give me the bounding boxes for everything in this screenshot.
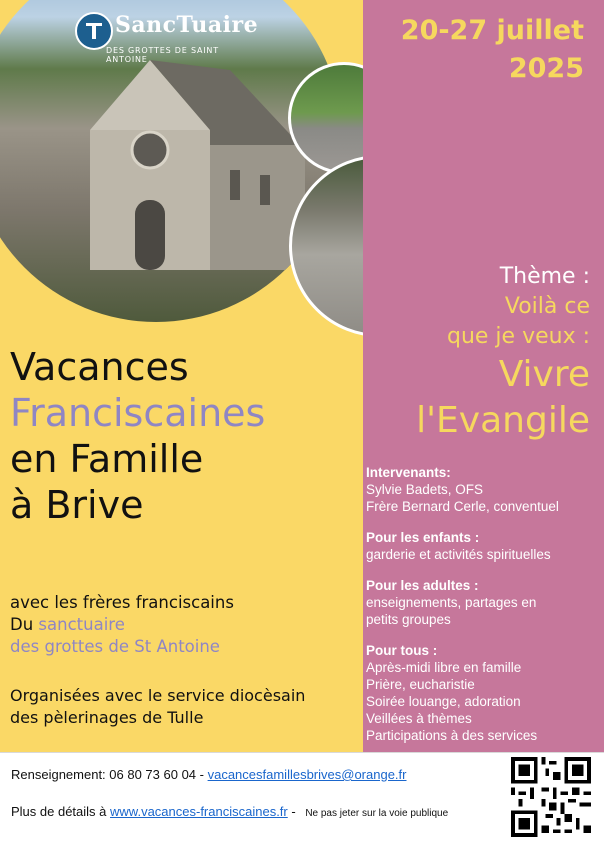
adults-heading: Pour les adultes : (366, 578, 479, 593)
organisers-text (10, 685, 305, 729)
logo-subtitle: DES GROTTES DE SAINT ANTOINE (106, 46, 219, 64)
sanctuary-logo (75, 8, 259, 64)
all-item: Soirée louange, adoration (366, 694, 521, 709)
details-label: Plus de détails à (11, 804, 111, 819)
event-dates (401, 12, 584, 88)
subtitle-line-3: des grottes de St Antoine (10, 637, 220, 656)
theme-big-1: Vivre (498, 354, 590, 395)
dates-line-2: 2025 (508, 53, 584, 84)
contact-line (11, 767, 407, 782)
theme-big-2: l'Evangile (416, 400, 590, 441)
speaker-item: Sylvie Badets, OFS (366, 482, 484, 497)
children-block (366, 529, 602, 563)
all-heading: Pour tous : (366, 643, 438, 658)
title-line-1: Vacances (10, 345, 189, 389)
tau-cross-icon (75, 12, 113, 50)
program-info (366, 464, 602, 758)
details-line (11, 804, 448, 819)
subtitle-prefix: Du (10, 615, 39, 634)
speaker-item: Frère Bernard Cerle, conventuel (366, 499, 559, 514)
title-line-3: en Famille (10, 437, 204, 481)
organisers-line-1: Organisées avec le service diocèsain (10, 686, 306, 705)
website-link[interactable]: www.vacances-franciscaines.fr (110, 804, 288, 819)
qr-code-icon[interactable] (511, 757, 591, 837)
all-item: Prière, eucharistie (366, 677, 475, 692)
adults-item: enseignements, partages en (366, 595, 537, 610)
dates-line-1: 20-27 juillet (400, 15, 584, 46)
adults-block (366, 577, 602, 628)
theme-quote-1: Voilà ce (504, 294, 590, 319)
all-block (366, 642, 602, 744)
subtitle-line-1: avec les frères franciscains (10, 593, 234, 612)
children-heading: Pour les enfants : (366, 530, 480, 545)
all-item: Veillées à thèmes (366, 711, 472, 726)
title-line-4: à Brive (10, 483, 144, 527)
speakers-heading: Intervenants: (366, 465, 451, 480)
subtitle-highlight: sanctuaire (38, 615, 125, 634)
logo-name: SancTuaire (115, 12, 259, 38)
all-item: Participations à des services (366, 728, 538, 743)
organisers-line-2: des pèlerinages de Tulle (10, 708, 204, 727)
email-link[interactable]: vacancesfamillesbrives@orange.fr (207, 767, 407, 782)
friars-subtitle (10, 592, 234, 658)
title-line-2: Franciscaines (10, 391, 266, 435)
subtitle-line-2 (10, 614, 234, 636)
theme-quote-2: que je veux : (447, 324, 590, 349)
all-item: Après-midi libre en famille (366, 660, 522, 675)
children-item: garderie et activités spirituelles (366, 547, 551, 562)
notice-text: Ne pas jeter sur la voie publique (305, 808, 449, 819)
main-title (10, 344, 265, 528)
adults-item: petits groupes (366, 612, 451, 627)
speakers-block (366, 464, 602, 515)
theme-label: Thème : (499, 264, 590, 289)
contact-label: Renseignement: 06 80 73 60 04 - (11, 767, 208, 782)
theme-block (416, 262, 590, 444)
separator: - (287, 804, 300, 819)
